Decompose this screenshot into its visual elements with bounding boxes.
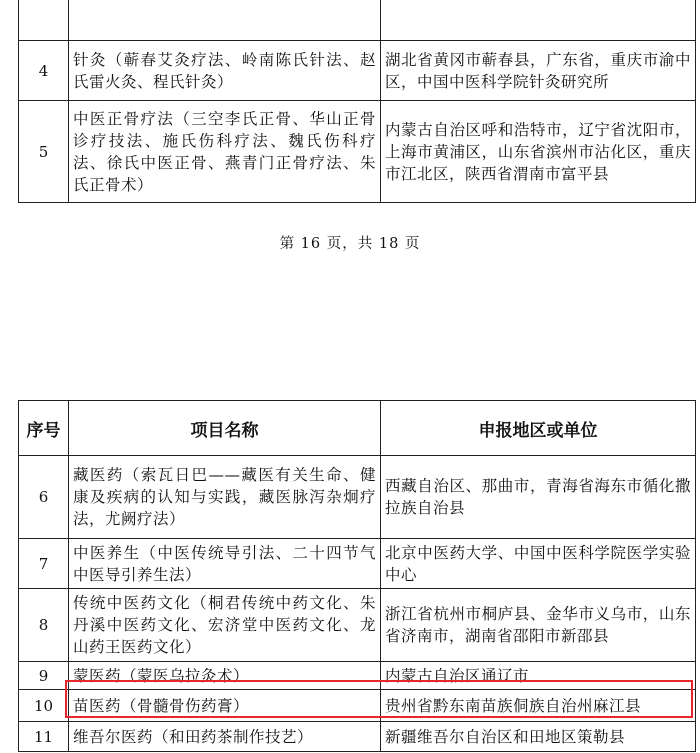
table-row xyxy=(19,722,696,752)
table-row xyxy=(19,662,696,690)
row-number: 8 xyxy=(19,589,69,662)
declaring-region: 新疆维吾尔自治区和田地区策勒县 xyxy=(381,722,696,752)
project-name: 中医养生（中医传统导引法、二十四节气中医导引养生法） xyxy=(69,539,381,589)
row-number xyxy=(19,0,69,41)
project-name: 藏医药（索瓦日巴——藏医有关生命、健康及疾病的认知与实践，藏医脉泻杂炯疗法，尤阙疗法） xyxy=(69,456,381,539)
declaring-region: 湖北省黄冈市蕲春县，广东省，重庆市渝中区，中国中医科学院针灸研究所 xyxy=(381,41,696,101)
declaring-region: 西藏自治区、那曲市，青海省海东市循化撒拉族自治县 xyxy=(381,456,696,539)
row-number: 11 xyxy=(19,722,69,752)
table-row xyxy=(19,41,696,101)
table-row xyxy=(19,0,696,41)
declaring-region: 北京中医药大学、中国中医科学院医学实验中心 xyxy=(381,539,696,589)
declaring-region: 内蒙古自治区通辽市 xyxy=(381,662,696,690)
declaring-region: 浙江省杭州市桐庐县、金华市义乌市，山东省济南市，湖南省邵阳市新邵县 xyxy=(381,589,696,662)
row-number: 6 xyxy=(19,456,69,539)
row-number: 4 xyxy=(19,41,69,101)
declaring-region: 贵州省黔东南苗族侗族自治州麻江县 xyxy=(381,690,696,722)
continued-table xyxy=(18,0,696,203)
row-number: 10 xyxy=(19,690,69,722)
project-name: 维吾尔医药（和田药茶制作技艺） xyxy=(69,722,381,752)
declaring-region xyxy=(381,0,696,41)
table-row xyxy=(19,539,696,589)
project-name: 苗医药（骨髓骨伤药膏） xyxy=(69,690,381,722)
table-row xyxy=(19,690,696,722)
page-footer: 第 16 页，共 18 页 xyxy=(279,236,421,252)
header-name: 项目名称 xyxy=(69,401,381,456)
project-name: 针灸（蕲春艾灸疗法、岭南陈氏针法、赵氏雷火灸、程氏针灸） xyxy=(69,41,381,101)
table-header-row xyxy=(19,401,696,456)
header-num: 序号 xyxy=(19,401,69,456)
row-number: 9 xyxy=(19,662,69,690)
row-number: 7 xyxy=(19,539,69,589)
project-name: 蒙医药（蒙医乌拉灸术） xyxy=(69,662,381,690)
table-row xyxy=(19,101,696,203)
project-name: 中医正骨疗法（三空李氏正骨、华山正骨诊疗技法、施氏伤科疗法、魏氏伤科疗法、徐氏中医正骨、燕青门正骨疗法、朱氏正骨术） xyxy=(69,101,381,203)
header-region: 申报地区或单位 xyxy=(381,401,696,456)
table-row xyxy=(19,589,696,662)
row-number: 5 xyxy=(19,101,69,203)
table-row xyxy=(19,456,696,539)
project-name xyxy=(69,0,381,41)
project-table xyxy=(18,400,696,752)
project-name: 传统中医药文化（桐君传统中药文化、朱丹溪中医药文化、宏济堂中医药文化、龙山药王医药文化） xyxy=(69,589,381,662)
declaring-region: 内蒙古自治区呼和浩特市，辽宁省沈阳市，上海市黄浦区，山东省滨州市沾化区，重庆市江北区，陕西省渭南市富平县 xyxy=(381,101,696,203)
